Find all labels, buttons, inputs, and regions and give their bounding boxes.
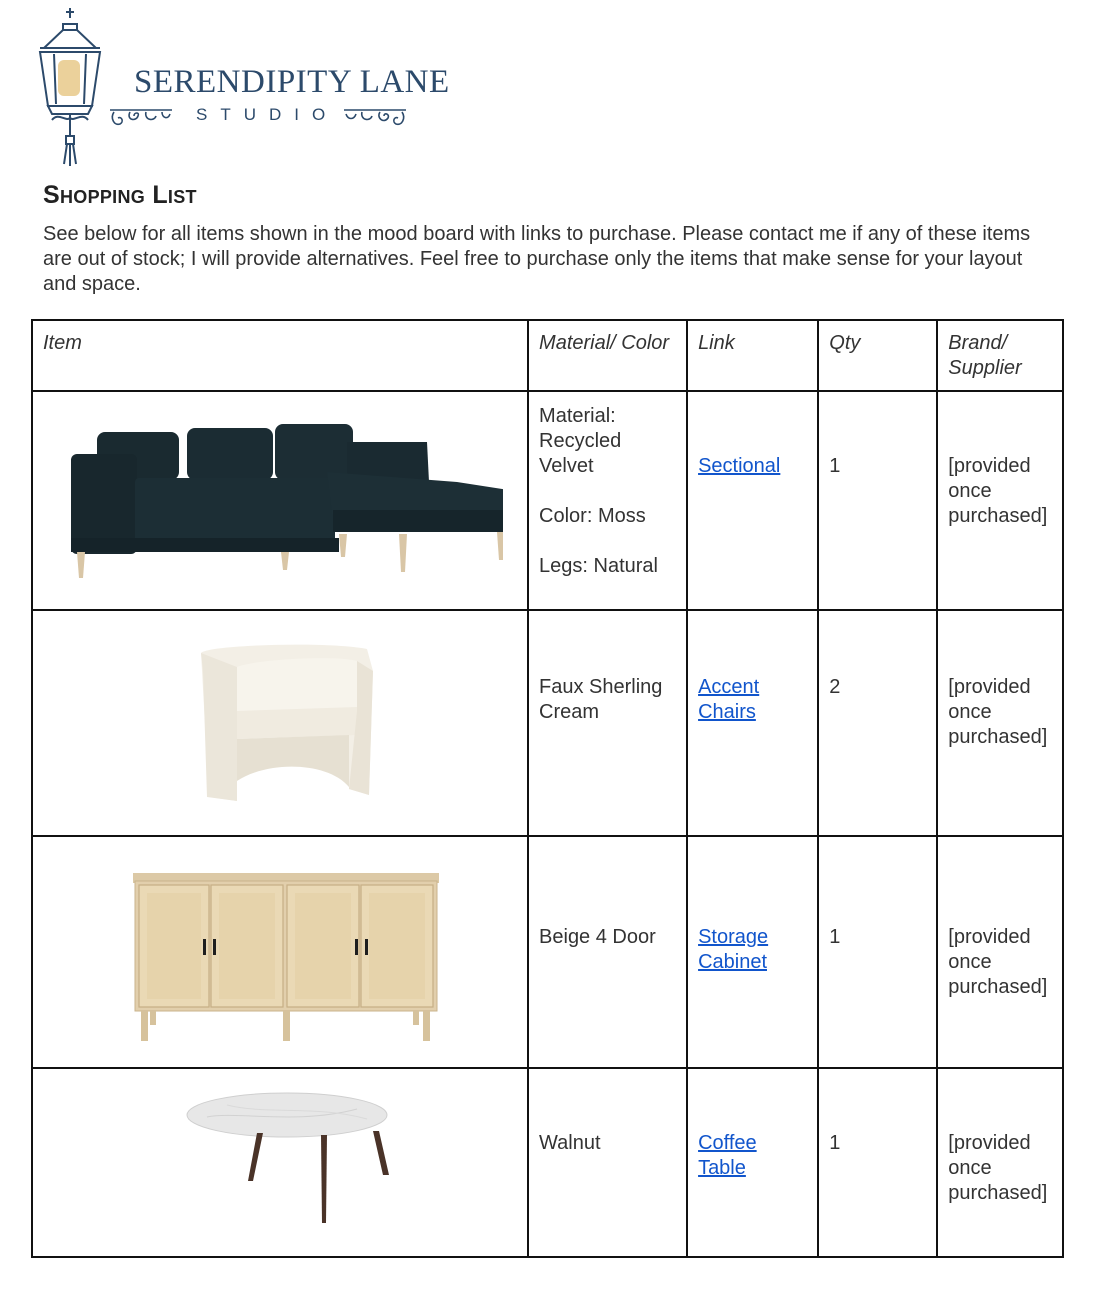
material-cell [528, 610, 687, 836]
link-cell [687, 1068, 818, 1257]
page-title: Shopping List [43, 181, 197, 209]
link-cell [687, 610, 818, 836]
accent-chairs-link[interactable]: Accent Chairs [698, 676, 760, 723]
material-line: Walnut [539, 1132, 601, 1154]
qty-cell: 2 [818, 610, 937, 836]
header-material: Material/ Color [528, 320, 687, 391]
material-cell [528, 1068, 687, 1257]
table-row [32, 610, 1063, 836]
coffee-table-image [57, 1069, 503, 1254]
table-header-row [32, 320, 1063, 391]
header-qty: Qty [818, 320, 937, 391]
item-image-cell [32, 610, 528, 836]
table-row [32, 836, 1063, 1068]
sectional-sofa-image [57, 392, 503, 607]
brand-cell: [provided once purchased] [937, 610, 1063, 836]
brand-cell: [provided once purchased] [937, 391, 1063, 610]
intro-paragraph: See below for all items shown in the mood board with links to purchase. Please contact me if any of these items are out of stock; I will provide alternatives. Feel free to purchase only the items that make sense for your layout and space. [43, 223, 1031, 295]
link-cell [687, 836, 818, 1068]
brand-logo [30, 4, 450, 172]
material-line: Material: Recycled Velvet [539, 405, 622, 477]
link-cell [687, 391, 818, 610]
material-cell [528, 391, 687, 610]
flourish-left-icon [106, 106, 176, 132]
header-item: Item [32, 320, 528, 391]
item-image-cell [32, 1068, 528, 1257]
header-link: Link [687, 320, 818, 391]
flourish-right-icon [340, 106, 410, 132]
storage-cabinet-image [57, 837, 503, 1065]
qty-cell: 1 [818, 391, 937, 610]
material-line: Color: Moss [539, 505, 646, 527]
item-image-cell [32, 836, 528, 1068]
material-cell [528, 836, 687, 1068]
brand-name: SERENDIPITY LANE [134, 64, 450, 100]
brand-cell: [provided once purchased] [937, 1068, 1063, 1257]
lantern-icon [30, 4, 110, 172]
coffee-table-link[interactable]: Coffee Table [698, 1132, 757, 1179]
item-image-cell [32, 391, 528, 610]
table-row [32, 1068, 1063, 1257]
brand-subtitle: STUDIO [196, 105, 339, 124]
qty-cell: 1 [818, 1068, 937, 1257]
brand-cell: [provided once purchased] [937, 836, 1063, 1068]
material-line: Beige 4 Door [539, 926, 656, 948]
header-brand: Brand/ Supplier [937, 320, 1063, 391]
table-row [32, 391, 1063, 610]
sectional-link[interactable]: Sectional [698, 455, 781, 477]
shopping-list-table [31, 319, 1064, 1258]
accent-chair-image [57, 611, 503, 833]
storage-cabinet-link[interactable]: Storage Cabinet [698, 926, 769, 973]
qty-cell: 1 [818, 836, 937, 1068]
material-line: Faux Sherling Cream [539, 676, 663, 723]
material-line: Legs: Natural [539, 555, 658, 577]
